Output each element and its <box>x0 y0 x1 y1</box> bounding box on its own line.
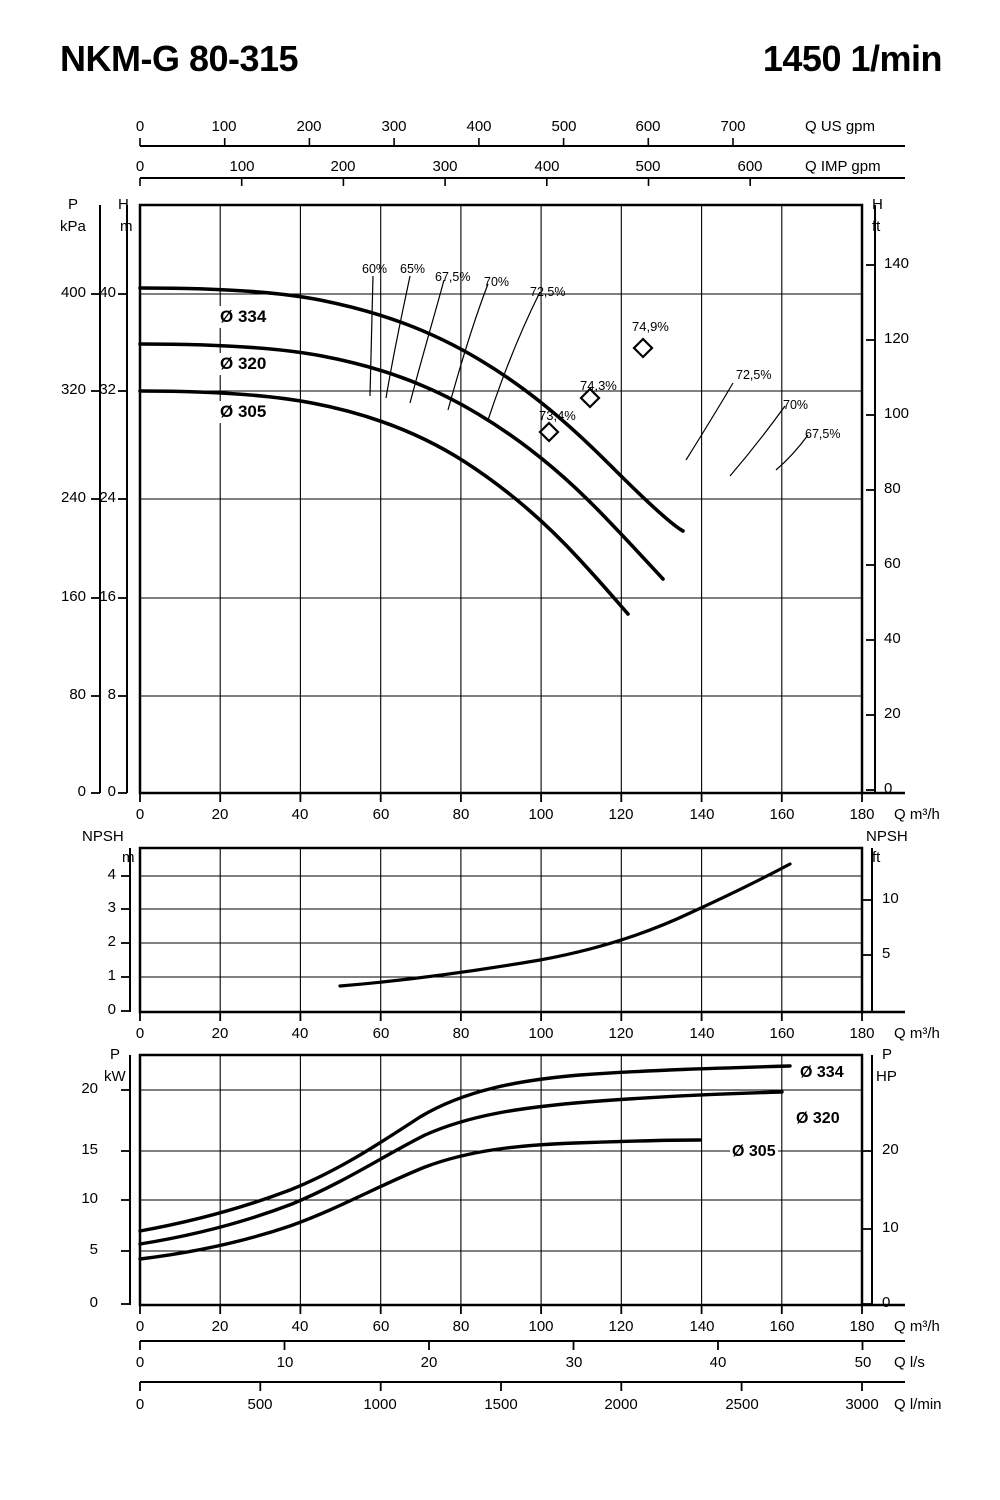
h-ft-axis-unit: ft <box>872 218 881 235</box>
power-x-tick: 140 <box>689 1318 715 1335</box>
h-ft-axis-name: H <box>872 196 883 213</box>
us-gpm-tick: 600 <box>635 118 661 135</box>
imp-gpm-tick: 0 <box>135 158 145 175</box>
head-x-tick: 60 <box>372 806 390 823</box>
us-gpm-axis-label: Q US gpm <box>805 118 876 135</box>
npsh-x-axis-label: Q m³/h <box>894 1025 940 1042</box>
npsh-ft-axis-name: NPSH <box>866 828 908 845</box>
imp-gpm-tick: 200 <box>330 158 356 175</box>
imp-gpm-tick: 300 <box>432 158 458 175</box>
lmin-tick: 2000 <box>604 1396 638 1413</box>
efficiency-label: 60% <box>362 262 388 276</box>
power-hp-tick: 0 <box>882 1294 891 1311</box>
p-kpa-tick: 80 <box>69 686 86 703</box>
duty-point-label: 74,3% <box>580 378 617 393</box>
h-ft-tick: 140 <box>884 255 910 272</box>
head-x-tick: 20 <box>211 806 229 823</box>
head-x-tick: 180 <box>849 806 875 823</box>
lmin-tick: 0 <box>135 1396 145 1413</box>
h-axis-name: H <box>118 196 129 213</box>
head-x-axis-label: Q m³/h <box>894 806 940 823</box>
head-x-tick: 160 <box>769 806 795 823</box>
p-kpa-tick: 160 <box>60 588 86 605</box>
npsh-x-tick: 60 <box>372 1025 390 1042</box>
us-gpm-tick: 300 <box>381 118 407 135</box>
p-kpa-tick: 240 <box>60 489 86 506</box>
power-x-axis-label: Q m³/h <box>894 1318 940 1335</box>
h-m-tick: 32 <box>99 381 116 398</box>
power-hp-tick: 10 <box>882 1219 899 1236</box>
power-x-tick: 80 <box>452 1318 470 1335</box>
head-x-tick: 120 <box>608 806 634 823</box>
power-x-tick: 120 <box>608 1318 634 1335</box>
imp-gpm-tick: 500 <box>635 158 661 175</box>
npsh-x-tick: 0 <box>135 1025 145 1042</box>
power-x-tick: 100 <box>528 1318 554 1335</box>
npsh-tick: 1 <box>107 967 116 984</box>
impeller-label-320: Ø 320 <box>215 353 271 375</box>
power-tick: 20 <box>81 1080 98 1097</box>
npsh-x-tick: 140 <box>689 1025 715 1042</box>
p-kpa-tick: 0 <box>77 783 86 800</box>
us-gpm-tick: 700 <box>720 118 746 135</box>
efficiency-label: 67,5% <box>805 427 841 441</box>
h-ft-tick: 80 <box>884 480 901 497</box>
lmin-tick: 3000 <box>845 1396 879 1413</box>
h-m-tick: 8 <box>107 686 116 703</box>
npsh-tick: 0 <box>107 1001 116 1018</box>
h-ft-tick: 40 <box>884 630 901 647</box>
p-axis-unit: kPa <box>60 218 86 235</box>
npsh-x-tick: 20 <box>211 1025 229 1042</box>
h-ft-tick: 100 <box>884 405 910 422</box>
us-gpm-tick: 400 <box>466 118 492 135</box>
power-hp-axis-unit: HP <box>876 1068 897 1085</box>
power-x-tick: 0 <box>135 1318 145 1335</box>
efficiency-label: 70% <box>484 275 510 289</box>
h-ft-tick: 0 <box>884 780 893 797</box>
npsh-axis-name: NPSH <box>82 828 124 845</box>
power-axis-name: P <box>110 1046 121 1063</box>
ls-tick: 20 <box>420 1354 438 1371</box>
us-gpm-tick: 200 <box>296 118 322 135</box>
us-gpm-tick: 100 <box>211 118 237 135</box>
power-x-tick: 20 <box>211 1318 229 1335</box>
impeller-label-334: Ø 334 <box>215 306 271 328</box>
lmin-tick: 2500 <box>725 1396 759 1413</box>
p-kpa-tick: 320 <box>60 381 86 398</box>
h-ft-tick: 60 <box>884 555 901 572</box>
npsh-axis-unit: m <box>122 849 135 866</box>
npsh-x-tick: 160 <box>769 1025 795 1042</box>
npsh-x-tick: 100 <box>528 1025 554 1042</box>
lmin-tick: 1500 <box>484 1396 518 1413</box>
ls-tick: 10 <box>276 1354 294 1371</box>
h-ft-tick: 20 <box>884 705 901 722</box>
duty-point-label: 73,4% <box>539 408 576 423</box>
imp-gpm-axis-label: Q IMP gpm <box>805 158 881 175</box>
duty-point-label: 74,9% <box>632 319 669 334</box>
efficiency-label: 70% <box>783 398 809 412</box>
power-x-tick: 160 <box>769 1318 795 1335</box>
efficiency-label: 65% <box>400 262 426 276</box>
power-curve-label-320: Ø 320 <box>796 1110 840 1127</box>
power-hp-tick: 20 <box>882 1141 899 1158</box>
us-gpm-tick: 500 <box>551 118 577 135</box>
imp-gpm-tick: 400 <box>534 158 560 175</box>
power-tick: 5 <box>89 1241 98 1258</box>
h-m-tick: 24 <box>99 489 116 506</box>
power-tick: 0 <box>89 1294 98 1311</box>
efficiency-label: 67,5% <box>435 270 471 284</box>
npsh-ft-tick: 5 <box>882 945 891 962</box>
h-axis-unit: m <box>120 218 133 235</box>
power-hp-axis-name: P <box>882 1046 893 1063</box>
lmin-axis-label: Q l/min <box>894 1396 942 1413</box>
lmin-tick: 500 <box>247 1396 273 1413</box>
pump-speed: 1450 1/min <box>762 38 942 79</box>
head-x-tick: 100 <box>528 806 554 823</box>
imp-gpm-tick: 100 <box>229 158 255 175</box>
head-x-tick: 140 <box>689 806 715 823</box>
imp-gpm-tick: 600 <box>737 158 763 175</box>
npsh-x-tick: 40 <box>291 1025 309 1042</box>
head-x-tick: 40 <box>291 806 309 823</box>
npsh-tick: 4 <box>107 866 116 883</box>
h-ft-tick: 120 <box>884 330 910 347</box>
npsh-x-tick: 120 <box>608 1025 634 1042</box>
npsh-tick: 2 <box>107 933 116 950</box>
head-x-tick: 0 <box>135 806 145 823</box>
page-title: NKM-G 80-315 <box>60 38 299 79</box>
us-gpm-tick: 0 <box>135 118 145 135</box>
npsh-tick: 3 <box>107 899 116 916</box>
power-tick: 15 <box>81 1141 98 1158</box>
npsh-ft-tick: 10 <box>882 890 899 907</box>
power-axis-unit: kW <box>104 1068 126 1085</box>
power-tick: 10 <box>81 1190 98 1207</box>
ls-tick: 0 <box>135 1354 145 1371</box>
power-curve-label-305: Ø 305 <box>732 1143 776 1160</box>
npsh-ft-axis-unit: ft <box>872 849 881 866</box>
power-x-tick: 180 <box>849 1318 875 1335</box>
ls-tick: 50 <box>854 1354 872 1371</box>
efficiency-label: 72,5% <box>736 368 772 382</box>
ls-tick: 40 <box>709 1354 727 1371</box>
npsh-x-tick: 180 <box>849 1025 875 1042</box>
h-m-tick: 0 <box>107 783 116 800</box>
npsh-x-tick: 80 <box>452 1025 470 1042</box>
lmin-tick: 1000 <box>363 1396 397 1413</box>
h-m-tick: 16 <box>99 588 116 605</box>
power-x-tick: 60 <box>372 1318 390 1335</box>
impeller-label-305: Ø 305 <box>215 401 271 423</box>
p-axis-name: P <box>68 196 79 213</box>
ls-axis-label: Q l/s <box>894 1354 925 1371</box>
efficiency-label: 72,5% <box>530 285 566 299</box>
ls-tick: 30 <box>565 1354 583 1371</box>
power-curve-label-334: Ø 334 <box>800 1064 844 1081</box>
head-x-tick: 80 <box>452 806 470 823</box>
p-kpa-tick: 400 <box>60 284 86 301</box>
power-x-tick: 40 <box>291 1318 309 1335</box>
h-m-tick: 40 <box>99 284 116 301</box>
